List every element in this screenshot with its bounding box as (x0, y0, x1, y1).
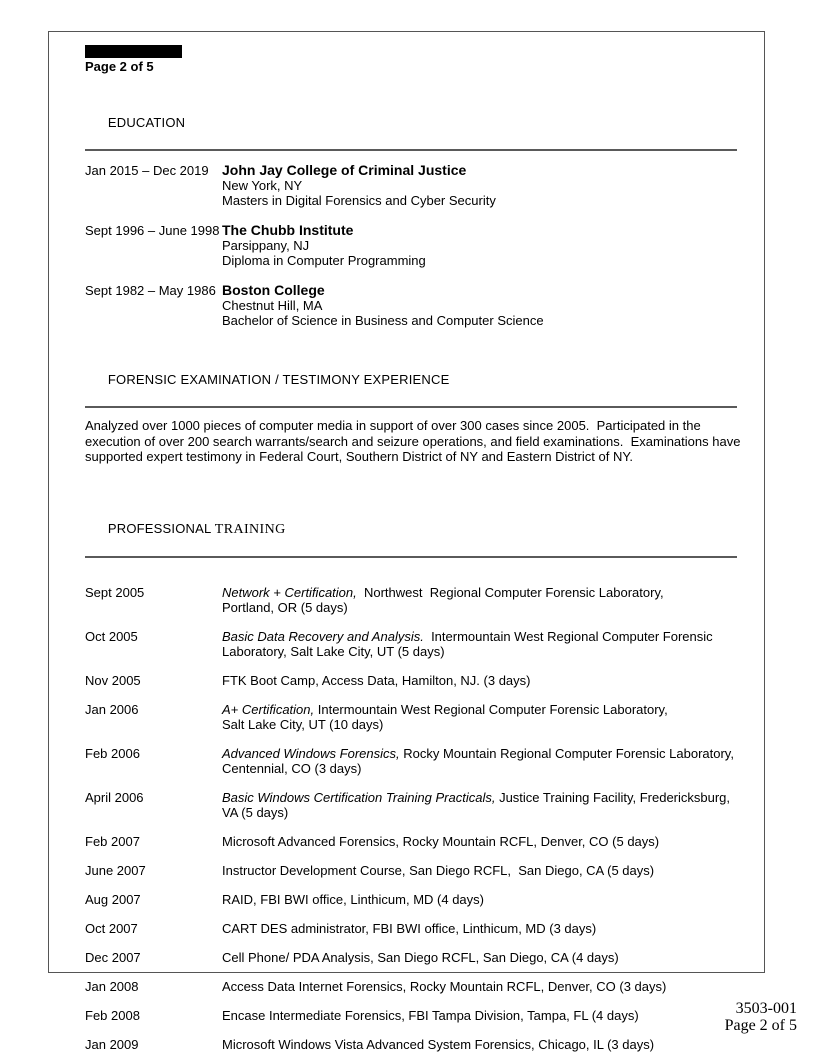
training-date: Dec 2007 (85, 949, 141, 965)
page-border-frame (48, 31, 765, 1052)
training-description-line (222, 585, 737, 600)
training-date: Nov 2005 (85, 672, 141, 688)
education-entry (85, 163, 737, 208)
training-heading-sans-text: PROFESSIONAL (107, 520, 215, 536)
training-description (222, 746, 737, 776)
training-description-line (222, 717, 737, 732)
training-description (222, 863, 737, 878)
training-entry (85, 892, 737, 907)
training-entry (85, 950, 737, 965)
training-description-line (222, 629, 737, 644)
footer-document-number: 3503-001 (735, 1000, 797, 1017)
training-text-segment: Intermountain West Regional Computer Forensic (423, 628, 713, 644)
training-date: Oct 2007 (85, 920, 138, 936)
forensic-section-heading (85, 357, 737, 408)
training-text-segment: FTK Boot Camp, Access Data, Hamilton, NJ. (3 days) (222, 672, 531, 688)
education-location: Parsippany, NJ (222, 238, 310, 253)
education-date-range: Jan 2015 – Dec 2019 (85, 163, 209, 178)
training-description (222, 673, 737, 688)
training-date: Feb 2008 (85, 1007, 140, 1023)
training-description-line (222, 834, 737, 849)
training-date: Aug 2007 (85, 891, 141, 907)
education-degree: Masters in Digital Forensics and Cyber Security (222, 193, 496, 208)
training-description-line (222, 673, 737, 688)
training-description (222, 892, 737, 907)
forensic-heading-text: FORENSIC EXAMINATION / TESTIMONY EXPERIENCE (107, 372, 450, 387)
training-description (222, 1008, 737, 1023)
training-text-segment: Rocky Mountain Regional Computer Forensic Laboratory, (399, 745, 734, 761)
training-text-segment: Network + Certification, (222, 584, 357, 600)
training-description-line (222, 746, 737, 761)
training-description-line (222, 1037, 737, 1052)
training-entry (85, 979, 737, 994)
training-text-segment: Justice Training Facility, Fredericksburg, (495, 789, 731, 805)
training-text-segment: Encase Intermediate Forensics, FBI Tampa Division, Tampa, FL (4 days) (222, 1007, 639, 1023)
training-description (222, 921, 737, 936)
training-text-segment: RAID, FBI BWI office, Linthicum, MD (4 days) (222, 891, 484, 907)
training-entry (85, 834, 737, 849)
training-description-line (222, 950, 737, 965)
training-entry (85, 629, 737, 659)
training-entry (85, 790, 737, 820)
training-entry (85, 585, 737, 615)
training-description-line (222, 892, 737, 907)
training-entry (85, 702, 737, 732)
training-section-heading (85, 506, 737, 558)
training-description-line (222, 979, 737, 994)
education-school-name: John Jay College of Criminal Justice (222, 162, 467, 178)
training-heading-serif-text: TRAINING (214, 521, 286, 537)
training-description (222, 702, 737, 732)
education-degree: Diploma in Computer Programming (222, 253, 426, 268)
training-entry (85, 1037, 737, 1052)
training-entry (85, 746, 737, 776)
training-text-segment: Northwest Regional Computer Forensic Laboratory, (356, 584, 664, 600)
forensic-experience-paragraph (85, 418, 741, 465)
training-text-segment: Instructor Development Course, San Diego RCFL, San Diego, CA (5 days) (222, 862, 655, 878)
training-text-segment: VA (5 days) (222, 804, 289, 820)
education-school-name: The Chubb Institute (222, 222, 354, 238)
training-date: Jan 2008 (85, 978, 139, 994)
training-entries (85, 585, 737, 1052)
training-description (222, 979, 737, 994)
training-entry (85, 921, 737, 936)
education-degree: Bachelor of Science in Business and Computer Science (222, 313, 544, 328)
education-location: Chestnut Hill, MA (222, 298, 323, 313)
training-description-line (222, 863, 737, 878)
training-text-segment: Microsoft Advanced Forensics, Rocky Mountain RCFL, Denver, CO (5 days) (222, 833, 660, 849)
education-details (222, 223, 737, 268)
training-description-line (222, 644, 737, 659)
training-date: April 2006 (85, 789, 144, 805)
education-details (222, 283, 737, 328)
forensic-paragraph-line: execution of over 200 search warrants/search and seizure operations, and field examinations. Examinations have (85, 433, 741, 449)
training-text-segment: Centennial, CO (3 days) (222, 760, 362, 776)
training-description (222, 1037, 737, 1052)
training-description-line (222, 921, 737, 936)
training-description (222, 629, 737, 659)
page-footer (725, 1000, 797, 1034)
training-text-segment: A+ Certification, (222, 701, 315, 717)
page-content (85, 45, 741, 1056)
training-description (222, 950, 737, 965)
training-text-segment: Portland, OR (5 days) (222, 599, 348, 615)
forensic-paragraph-line: Analyzed over 1000 pieces of computer media in support of over 300 cases since 2005. Participated in the (85, 418, 701, 433)
training-text-segment: Access Data Internet Forensics, Rocky Mountain RCFL, Denver, CO (3 days) (222, 978, 667, 994)
training-description-line (222, 790, 737, 805)
training-date: Sept 2005 (85, 584, 145, 600)
training-text-segment: Salt Lake City, UT (10 days) (222, 716, 384, 732)
training-date: Feb 2007 (85, 833, 140, 849)
training-entry (85, 863, 737, 878)
training-date: Jan 2009 (85, 1036, 139, 1052)
training-entry (85, 673, 737, 688)
training-text-segment: Cell Phone/ PDA Analysis, San Diego RCFL, San Diego, CA (4 days) (222, 949, 619, 965)
education-date-range: Sept 1982 – May 1986 (85, 283, 216, 298)
training-text-segment: Advanced Windows Forensics, (222, 745, 400, 761)
training-date: June 2007 (85, 862, 146, 878)
training-description-line (222, 1008, 737, 1023)
training-description-line (222, 761, 737, 776)
training-text-segment: Basic Data Recovery and Analysis. (222, 628, 424, 644)
education-entries (85, 163, 737, 328)
training-date: Jan 2006 (85, 701, 139, 717)
footer-page-label: Page 2 of 5 (724, 1017, 797, 1034)
education-entry (85, 283, 737, 328)
education-location: New York, NY (222, 178, 303, 193)
education-entry (85, 223, 737, 268)
education-section-heading (85, 100, 737, 151)
training-text-segment: Laboratory, Salt Lake City, UT (5 days) (222, 643, 445, 659)
training-description (222, 834, 737, 849)
education-details (222, 163, 737, 208)
training-description (222, 585, 737, 615)
education-heading-text: EDUCATION (107, 115, 186, 130)
training-entry (85, 1008, 737, 1023)
redaction-bar (85, 45, 182, 58)
training-text-segment: Basic Windows Certification Training Practicals, (222, 789, 496, 805)
training-description (222, 790, 737, 820)
training-date: Feb 2006 (85, 745, 140, 761)
training-description-line (222, 600, 737, 615)
education-school-name: Boston College (222, 282, 325, 298)
training-description-line (222, 805, 737, 820)
page-number-label: Page 2 of 5 (85, 59, 154, 74)
education-date-range: Sept 1996 – June 1998 (85, 223, 220, 238)
training-text-segment: Microsoft Windows Vista Advanced System Forensics, Chicago, IL (3 days) (222, 1036, 655, 1052)
training-text-segment: Intermountain West Regional Computer Forensic Laboratory, (314, 701, 668, 717)
training-text-segment: CART DES administrator, FBI BWI office, Linthicum, MD (3 days) (222, 920, 597, 936)
forensic-paragraph-line: supported expert testimony in Federal Court, Southern District of NY and Eastern District of NY. (85, 449, 633, 464)
training-description-line (222, 702, 737, 717)
training-date: Oct 2005 (85, 628, 138, 644)
